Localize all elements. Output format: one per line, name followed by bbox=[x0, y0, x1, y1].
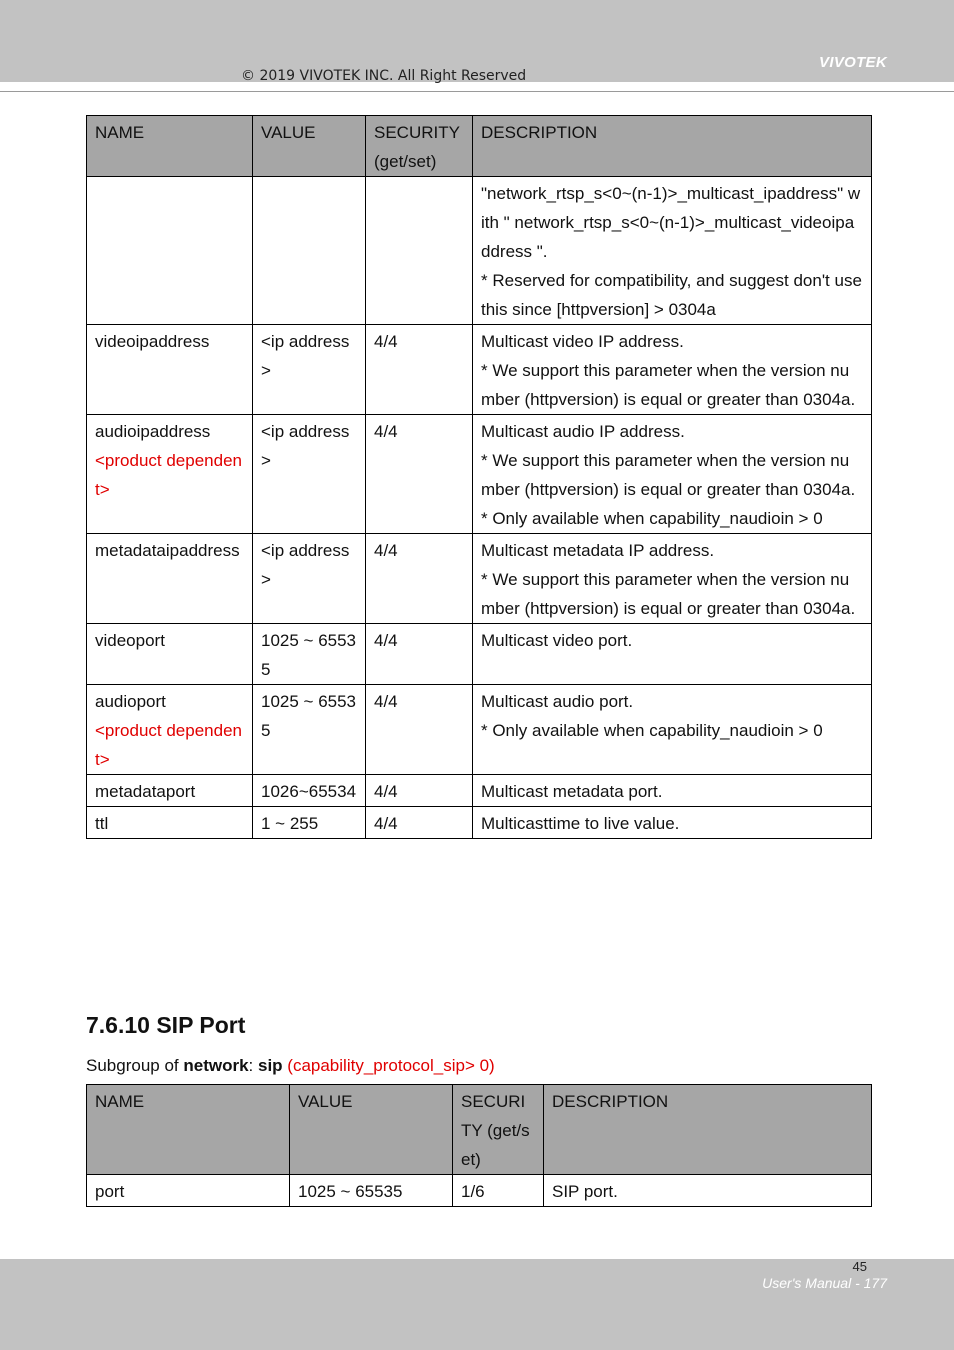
subgroup-line bbox=[86, 1056, 495, 1076]
description-line: * We support this parameter when the version number (httpversion) is equal or greater than 0304a. bbox=[481, 451, 856, 499]
header-name: NAME bbox=[87, 1085, 290, 1175]
cell-value bbox=[290, 1175, 453, 1207]
cell-name bbox=[87, 1175, 290, 1207]
param-name: metadataipaddress bbox=[95, 541, 240, 560]
cell-value bbox=[253, 177, 366, 325]
description-line: Multicast metadata IP address. bbox=[481, 541, 715, 560]
subgroup-prefix: Subgroup of bbox=[86, 1056, 184, 1075]
param-desc: SIP port. bbox=[552, 1182, 618, 1201]
cell-name bbox=[87, 534, 253, 624]
network-multicast-table bbox=[86, 115, 872, 839]
table-row bbox=[87, 325, 872, 415]
description-line: * We support this parameter when the version number (httpversion) is equal or greater than 0304a. bbox=[481, 361, 856, 409]
header-description: DESCRIPTION bbox=[473, 116, 872, 177]
cell-value bbox=[253, 775, 366, 807]
table-row bbox=[87, 177, 872, 325]
table-row bbox=[87, 1175, 872, 1207]
param-security: 4/4 bbox=[374, 692, 398, 711]
param-value: 1026~65534 bbox=[261, 782, 357, 801]
description-line: Multicast audio port. bbox=[481, 692, 634, 711]
table-body bbox=[87, 1175, 872, 1207]
cell-desc bbox=[544, 1175, 872, 1207]
table-row bbox=[87, 624, 872, 685]
param-value: <ip address> bbox=[261, 541, 350, 589]
table-header-row bbox=[87, 116, 872, 177]
subgroup-separator: : bbox=[248, 1056, 258, 1075]
header-divider bbox=[0, 91, 954, 92]
param-name: audioport bbox=[95, 692, 166, 711]
header-name: NAME bbox=[87, 116, 253, 177]
cell-security bbox=[366, 534, 473, 624]
cell-description bbox=[473, 807, 872, 839]
param-value: 1025 ~ 65535 bbox=[261, 631, 357, 679]
header-security: SECURITY (get/set) bbox=[366, 116, 473, 177]
param-security: 4/4 bbox=[374, 631, 398, 650]
cell-description bbox=[473, 685, 872, 775]
param-value: 1025 ~ 65535 bbox=[261, 692, 357, 740]
cell-name bbox=[87, 415, 253, 534]
section-title: 7.6.10 SIP Port bbox=[86, 1012, 246, 1038]
cell-value bbox=[253, 325, 366, 415]
cell-security bbox=[366, 325, 473, 415]
table-header-row bbox=[87, 1085, 872, 1175]
param-name: audioipaddress bbox=[95, 422, 211, 441]
description-line: "network_rtsp_s<0~(n-1)>_multicast_ipaddress" with " network_rtsp_s<0~(n-1)>_multicast_videoipaddress ". bbox=[481, 184, 861, 261]
description-line: * Only available when capability_naudioin > 0 bbox=[481, 509, 823, 528]
header-value: VALUE bbox=[253, 116, 366, 177]
cell-security bbox=[366, 685, 473, 775]
cell-value bbox=[253, 534, 366, 624]
table-row bbox=[87, 685, 872, 775]
table-row bbox=[87, 534, 872, 624]
subgroup-condition: (capability_protocol_sip> 0) bbox=[282, 1056, 495, 1075]
brand-logo: VIVOTEK bbox=[819, 54, 887, 71]
product-dependent-note: <product dependent> bbox=[95, 451, 242, 499]
cell-value bbox=[253, 415, 366, 534]
page-number: 45 bbox=[852, 1259, 867, 1274]
cell-description bbox=[473, 177, 872, 325]
description-line: Multicasttime to live value. bbox=[481, 814, 680, 833]
param-value: 1025 ~ 65535 bbox=[298, 1182, 403, 1201]
cell-description bbox=[473, 624, 872, 685]
subgroup-name: sip bbox=[258, 1056, 283, 1075]
table-body bbox=[87, 177, 872, 839]
param-security: 4/4 bbox=[374, 814, 398, 833]
footer-bar bbox=[0, 1259, 954, 1350]
cell-description bbox=[473, 775, 872, 807]
header-value: VALUE bbox=[290, 1085, 453, 1175]
param-value: <ip address> bbox=[261, 422, 350, 470]
table-row bbox=[87, 807, 872, 839]
param-security: 4/4 bbox=[374, 541, 398, 560]
cell-name bbox=[87, 325, 253, 415]
sip-port-table bbox=[86, 1084, 872, 1207]
cell-security bbox=[366, 415, 473, 534]
cell-value bbox=[253, 807, 366, 839]
cell-description bbox=[473, 415, 872, 534]
param-value: 1 ~ 255 bbox=[261, 814, 319, 833]
cell-name bbox=[87, 775, 253, 807]
cell-value bbox=[253, 685, 366, 775]
param-name: videoport bbox=[95, 631, 165, 650]
cell-security bbox=[366, 807, 473, 839]
param-name: metadataport bbox=[95, 782, 196, 801]
cell-name bbox=[87, 177, 253, 325]
cell-description bbox=[473, 325, 872, 415]
cell-name bbox=[87, 624, 253, 685]
description-line: * Reserved for compatibility, and suggest don't use this since [httpversion] > 0304a bbox=[481, 271, 862, 319]
header-security: SECURITY (get/set) bbox=[453, 1085, 544, 1175]
param-security: 4/4 bbox=[374, 332, 398, 351]
subgroup-group: network bbox=[183, 1056, 249, 1075]
product-dependent-note: <product dependent> bbox=[95, 721, 242, 769]
cell-name bbox=[87, 807, 253, 839]
cell-security bbox=[366, 177, 473, 325]
description-line: Multicast video port. bbox=[481, 631, 633, 650]
param-name: port bbox=[95, 1182, 125, 1201]
manual-page-label: User's Manual - 177 bbox=[762, 1275, 887, 1291]
param-name: videoipaddress bbox=[95, 332, 210, 351]
param-security: 4/4 bbox=[374, 782, 398, 801]
copyright-text: © 2019 VIVOTEK INC. All Right Reserved bbox=[241, 68, 527, 84]
table-row bbox=[87, 775, 872, 807]
description-line: * Only available when capability_naudioin > 0 bbox=[481, 721, 823, 740]
cell-security bbox=[366, 624, 473, 685]
description-line: Multicast video IP address. bbox=[481, 332, 684, 351]
cell-security bbox=[366, 775, 473, 807]
param-name: ttl bbox=[95, 814, 109, 833]
description-line: * We support this parameter when the version number (httpversion) is equal or greater than 0304a. bbox=[481, 570, 856, 618]
param-security: 4/4 bbox=[374, 422, 398, 441]
param-security: 1/6 bbox=[461, 1182, 485, 1201]
cell-security bbox=[453, 1175, 544, 1207]
cell-description bbox=[473, 534, 872, 624]
description-line: Multicast metadata port. bbox=[481, 782, 663, 801]
cell-value bbox=[253, 624, 366, 685]
param-value: <ip address> bbox=[261, 332, 350, 380]
table-row bbox=[87, 415, 872, 534]
description-line: Multicast audio IP address. bbox=[481, 422, 685, 441]
cell-name bbox=[87, 685, 253, 775]
header-description: DESCRIPTION bbox=[544, 1085, 872, 1175]
